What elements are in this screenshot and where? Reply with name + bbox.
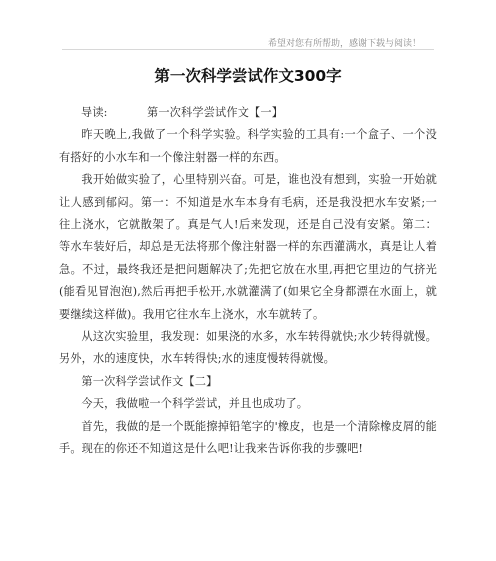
lead-text: 第一次科学尝试作文【一】 <box>147 106 284 119</box>
document-body <box>59 102 437 461</box>
paragraph-1: 昨天晚上,我做了一个科学实验。科学实验的工具有:一个盒子、一个没有搭好的小水车和一个像注射器一样的东西。 <box>59 128 437 164</box>
lead-line <box>59 102 437 124</box>
paragraph-5: 首先，我做的是一个既能擦掉铅笔字的'橡皮，也是一个清除橡皮屑的能手。现在的你还不知道这是什么吧!让我来告诉你我的步骤吧! <box>59 419 437 456</box>
section-heading-2: 第一次科学尝试作文【二】 <box>81 374 218 388</box>
paragraph-2: 我开始做实验了，心里特别兴奋。可是，谁也没有想到，实验一开始就让人感到郁闷。第一：不知道是水车本身有毛病，还是我没把水车安紧;一往上浇水，它就散架了。真是气人!后来发现，还是自己没有安紧。第二：等水车装好后，却总是无法将那个像注射器一样的东西灌满水，真是让人着急。不过，最终我还是把问题解决了;先把它放在水里,再把它里边的气挤光(能看见冒泡泡),然后再把手松开,水就灌满了(如果它全身都漂在水面上，就要继续这样做)。我用它往水车上浇水，水车就转了。 <box>59 173 437 321</box>
paragraph-3: 从这次实验里，我发现：如果浇的水多，水车转得就快;水少转得就慢。另外，水的速度快，水车转得快;水的速度慢转得就慢。 <box>59 330 437 366</box>
paragraph-4: 今天，我做啦一个科学尝试，并且也成功了。 <box>81 397 309 411</box>
header-note: 希望对您有所帮助，感谢下载与阅读！ <box>267 39 421 49</box>
document-title: 第一次科学尝试作文300字 <box>154 67 342 85</box>
lead-label: 导读: <box>81 106 108 119</box>
header-divider <box>62 49 434 50</box>
